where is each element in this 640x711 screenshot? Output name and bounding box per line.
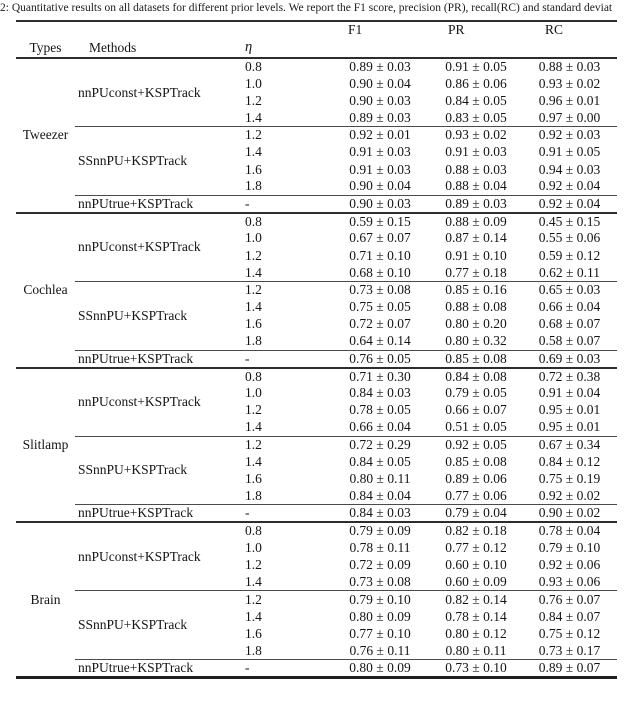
f1-value: 0.73 ± 0.08 [349, 574, 411, 590]
rc-value: 0.69 ± 0.03 [522, 350, 617, 368]
type-label: Cochlea [16, 213, 75, 368]
rc-value: 0.92 ± 0.06 [538, 557, 601, 573]
table-row [16, 522, 617, 539]
method-label: SSnnPU+KSPTrack [75, 127, 235, 196]
eta-value: 1.8 [245, 487, 262, 503]
eta-value: 1.2 [235, 127, 330, 144]
type-label: Tweezer [22, 127, 69, 143]
f1-value: 0.71 ± 0.10 [349, 247, 411, 263]
pr-value: 0.77 ± 0.06 [445, 487, 507, 503]
rc-value: 0.94 ± 0.03 [538, 161, 601, 177]
rc-value: 0.95 ± 0.01 [538, 419, 601, 435]
rc-value: 0.96 ± 0.01 [538, 92, 601, 108]
method-label: nnPUconst+KSPTrack [75, 368, 235, 437]
rc-value: 0.55 ± 0.06 [538, 230, 601, 246]
pr-value: 0.92 ± 0.05 [430, 436, 522, 453]
method-label: nnPUtrue+KSPTrack [75, 660, 235, 678]
metrics-header-row [16, 21, 617, 38]
method-label: nnPUtrue+KSPTrack [75, 350, 235, 368]
pr-value: 0.85 ± 0.16 [430, 281, 522, 298]
pr-value: 0.88 ± 0.08 [445, 299, 507, 315]
rc-value: 0.62 ± 0.11 [539, 264, 600, 280]
pr-value: 0.60 ± 0.09 [445, 574, 507, 590]
f1-value: 0.90 ± 0.03 [330, 195, 430, 213]
column-header-eta: η [235, 38, 330, 58]
f1-value: 0.75 ± 0.05 [349, 299, 411, 315]
pr-value: 0.77 ± 0.12 [445, 539, 507, 555]
eta-value: 1.2 [245, 92, 262, 108]
method-label: SSnnPU+KSPTrack [75, 591, 235, 660]
rc-value: 0.79 ± 0.10 [538, 539, 601, 555]
eta-value: - [235, 350, 330, 368]
column-header-f1: F1 [330, 21, 430, 38]
eta-value: 1.4 [245, 419, 262, 435]
table-row [16, 127, 617, 144]
f1-value: 0.66 ± 0.04 [349, 419, 411, 435]
header-spacer [16, 21, 75, 38]
method-label: nnPUconst+KSPTrack [75, 522, 235, 591]
f1-value: 0.80 ± 0.09 [330, 660, 430, 678]
pr-value: 0.82 ± 0.14 [430, 591, 522, 608]
eta-value: 1.4 [245, 264, 262, 280]
header-spacer [75, 21, 235, 38]
pr-value: 0.83 ± 0.05 [445, 109, 507, 125]
eta-value: 1.2 [245, 402, 262, 418]
column-header-methods: Methods [75, 38, 235, 58]
pr-value: 0.88 ± 0.04 [445, 178, 507, 194]
table-row [16, 350, 617, 368]
rc-value: 0.67 ± 0.34 [522, 436, 617, 453]
rc-value: 0.93 ± 0.02 [538, 75, 601, 91]
pr-value: 0.60 ± 0.10 [445, 557, 507, 573]
f1-value: 0.77 ± 0.10 [349, 625, 411, 641]
table-row [16, 505, 617, 523]
rc-value: 0.92 ± 0.04 [538, 178, 601, 194]
header-spacer [522, 38, 617, 58]
eta-value: 1.2 [245, 247, 262, 263]
rc-value: 0.90 ± 0.02 [522, 505, 617, 523]
f1-value: 0.84 ± 0.04 [349, 487, 411, 503]
eta-value: - [235, 660, 330, 678]
f1-value: 0.91 ± 0.03 [349, 161, 411, 177]
rc-value: 0.73 ± 0.17 [538, 642, 601, 658]
eta-value: 1.8 [245, 642, 262, 658]
eta-value: 1.2 [235, 436, 330, 453]
f1-value: 0.84 ± 0.05 [349, 453, 411, 469]
f1-value: 0.72 ± 0.07 [349, 316, 411, 332]
pr-value: 0.84 ± 0.05 [445, 92, 507, 108]
eta-value: 1.2 [235, 281, 330, 298]
method-label: nnPUconst+KSPTrack [75, 213, 235, 282]
eta-value: 1.4 [245, 144, 262, 160]
f1-value: 0.68 ± 0.10 [349, 264, 411, 280]
f1-value: 0.91 ± 0.03 [349, 144, 411, 160]
rc-value: 0.45 ± 0.15 [522, 213, 617, 230]
eta-value: 1.6 [245, 316, 262, 332]
eta-value: 1.6 [245, 161, 262, 177]
table-body [16, 58, 617, 678]
f1-value: 0.76 ± 0.11 [349, 642, 411, 658]
rc-value: 0.93 ± 0.06 [538, 574, 601, 590]
rc-value: 0.75 ± 0.12 [538, 625, 601, 641]
fields-header-row [16, 38, 617, 58]
eta-value: 1.8 [245, 333, 262, 349]
type-label: Slitlamp [16, 368, 75, 523]
eta-value: 0.8 [235, 368, 330, 385]
rc-value: 0.91 ± 0.05 [538, 144, 601, 160]
pr-value: 0.77 ± 0.18 [445, 264, 507, 280]
rc-value: 0.75 ± 0.19 [538, 471, 601, 487]
pr-value: 0.84 ± 0.08 [430, 368, 522, 385]
pr-value: 0.51 ± 0.05 [445, 419, 507, 435]
eta-value: 1.0 [245, 539, 262, 555]
eta-value: 1.4 [245, 109, 262, 125]
table-row [16, 58, 617, 75]
f1-value: 0.67 ± 0.07 [349, 230, 411, 246]
pr-value: 0.91 ± 0.03 [445, 144, 507, 160]
table-caption [0, 0, 640, 20]
f1-value: 0.79 ± 0.09 [330, 522, 430, 539]
f1-value: 0.80 ± 0.11 [349, 471, 411, 487]
pr-value: 0.89 ± 0.06 [445, 471, 507, 487]
pr-value: 0.88 ± 0.09 [430, 213, 522, 230]
f1-value: 0.90 ± 0.04 [349, 178, 411, 194]
f1-value: 0.84 ± 0.03 [349, 385, 411, 401]
table-caption-text: 2: Quantitative results on all datasets for different prior levels. We report the F1 score, precision (PR), recall(RC) and standard deviat [0, 2, 613, 14]
eta-value: - [235, 195, 330, 213]
rc-value: 0.66 ± 0.04 [538, 299, 601, 315]
column-header-pr: PR [430, 21, 522, 38]
column-header-types: Types [16, 38, 75, 58]
eta-value: 0.8 [245, 59, 262, 75]
pr-value: 0.66 ± 0.07 [445, 402, 507, 418]
eta-value: 1.4 [245, 453, 262, 469]
pr-value: 0.80 ± 0.32 [445, 333, 507, 349]
pr-value: 0.80 ± 0.11 [445, 642, 507, 658]
pr-value: 0.86 ± 0.06 [445, 75, 507, 91]
rc-value: 0.95 ± 0.01 [538, 402, 601, 418]
pr-value: 0.93 ± 0.02 [430, 127, 522, 144]
pr-value: 0.82 ± 0.18 [430, 522, 522, 539]
table-row [16, 368, 617, 385]
f1-value: 0.89 ± 0.03 [349, 109, 411, 125]
table-row [16, 436, 617, 453]
pr-value: 0.80 ± 0.12 [445, 625, 507, 641]
f1-value: 0.71 ± 0.30 [330, 368, 430, 385]
rc-value: 0.91 ± 0.04 [538, 385, 601, 401]
f1-value: 0.76 ± 0.05 [330, 350, 430, 368]
table-row [16, 281, 617, 298]
rc-value: 0.92 ± 0.03 [522, 127, 617, 144]
pr-value: 0.78 ± 0.14 [445, 608, 507, 624]
f1-value: 0.64 ± 0.14 [349, 333, 411, 349]
eta-value: 1.6 [245, 625, 262, 641]
pr-value: 0.91 ± 0.05 [445, 59, 507, 75]
rc-value: 0.92 ± 0.02 [538, 487, 601, 503]
rc-value: 0.84 ± 0.07 [538, 608, 601, 624]
table-row [16, 660, 617, 678]
type-label: Brain [16, 522, 75, 677]
pr-value: 0.89 ± 0.03 [430, 195, 522, 213]
table-row [16, 591, 617, 608]
column-header-rc: RC [522, 21, 617, 38]
table-header [16, 21, 617, 58]
f1-value: 0.72 ± 0.29 [330, 436, 430, 453]
header-spacer [430, 38, 522, 58]
method-label: SSnnPU+KSPTrack [75, 281, 235, 350]
eta-value: 1.4 [245, 574, 262, 590]
pr-value: 0.88 ± 0.03 [445, 161, 507, 177]
f1-value: 0.72 ± 0.09 [349, 557, 411, 573]
rc-value: 0.88 ± 0.03 [538, 59, 601, 75]
header-spacer [330, 38, 430, 58]
eta-value: 1.6 [245, 471, 262, 487]
f1-value: 0.78 ± 0.11 [349, 539, 411, 555]
pr-value: 0.73 ± 0.10 [430, 660, 522, 678]
f1-value: 0.90 ± 0.04 [349, 75, 411, 91]
rc-value: 0.68 ± 0.07 [538, 316, 601, 332]
pr-value: 0.85 ± 0.08 [445, 453, 507, 469]
eta-value: 1.4 [245, 608, 262, 624]
eta-value: 1.2 [235, 591, 330, 608]
pr-value: 0.80 ± 0.20 [445, 316, 507, 332]
rc-value: 0.59 ± 0.12 [538, 247, 601, 263]
f1-value: 0.78 ± 0.05 [349, 402, 411, 418]
results-table [16, 20, 617, 679]
f1-value: 0.89 ± 0.03 [349, 59, 411, 75]
f1-value: 0.92 ± 0.01 [330, 127, 430, 144]
eta-value: 0.8 [235, 213, 330, 230]
pr-value: 0.85 ± 0.08 [430, 350, 522, 368]
header-spacer [235, 21, 330, 38]
eta-value: 1.8 [245, 178, 262, 194]
rc-value: 0.97 ± 0.00 [538, 109, 601, 125]
table-row [16, 213, 617, 230]
f1-value: 0.79 ± 0.10 [330, 591, 430, 608]
f1-value: 0.73 ± 0.08 [330, 281, 430, 298]
method-label: nnPUconst+KSPTrack [78, 84, 201, 100]
pr-value: 0.87 ± 0.14 [445, 230, 507, 246]
pr-value: 0.91 ± 0.10 [445, 247, 507, 263]
rc-value: 0.78 ± 0.04 [522, 522, 617, 539]
pr-value: 0.79 ± 0.05 [445, 385, 507, 401]
eta-value: 1.0 [245, 230, 262, 246]
method-label: nnPUtrue+KSPTrack [75, 505, 235, 523]
f1-value: 0.80 ± 0.09 [349, 608, 411, 624]
eta-value: - [235, 505, 330, 523]
rc-value: 0.58 ± 0.07 [538, 333, 601, 349]
eta-value: 1.0 [245, 75, 262, 91]
eta-value: 0.8 [235, 522, 330, 539]
method-label: nnPUtrue+KSPTrack [75, 195, 235, 213]
eta-value: 1.4 [245, 299, 262, 315]
rc-value: 0.76 ± 0.07 [522, 591, 617, 608]
pr-value: 0.79 ± 0.04 [430, 505, 522, 523]
rc-value: 0.84 ± 0.12 [538, 453, 601, 469]
f1-value: 0.84 ± 0.03 [330, 505, 430, 523]
rc-value: 0.65 ± 0.03 [522, 281, 617, 298]
eta-value: 1.2 [245, 557, 262, 573]
rc-value: 0.89 ± 0.07 [522, 660, 617, 678]
method-label: SSnnPU+KSPTrack [75, 436, 235, 505]
table-row [16, 195, 617, 213]
rc-value: 0.72 ± 0.38 [522, 368, 617, 385]
f1-value: 0.59 ± 0.15 [330, 213, 430, 230]
f1-value: 0.90 ± 0.03 [349, 92, 411, 108]
rc-value: 0.92 ± 0.04 [522, 195, 617, 213]
eta-value: 1.0 [245, 385, 262, 401]
